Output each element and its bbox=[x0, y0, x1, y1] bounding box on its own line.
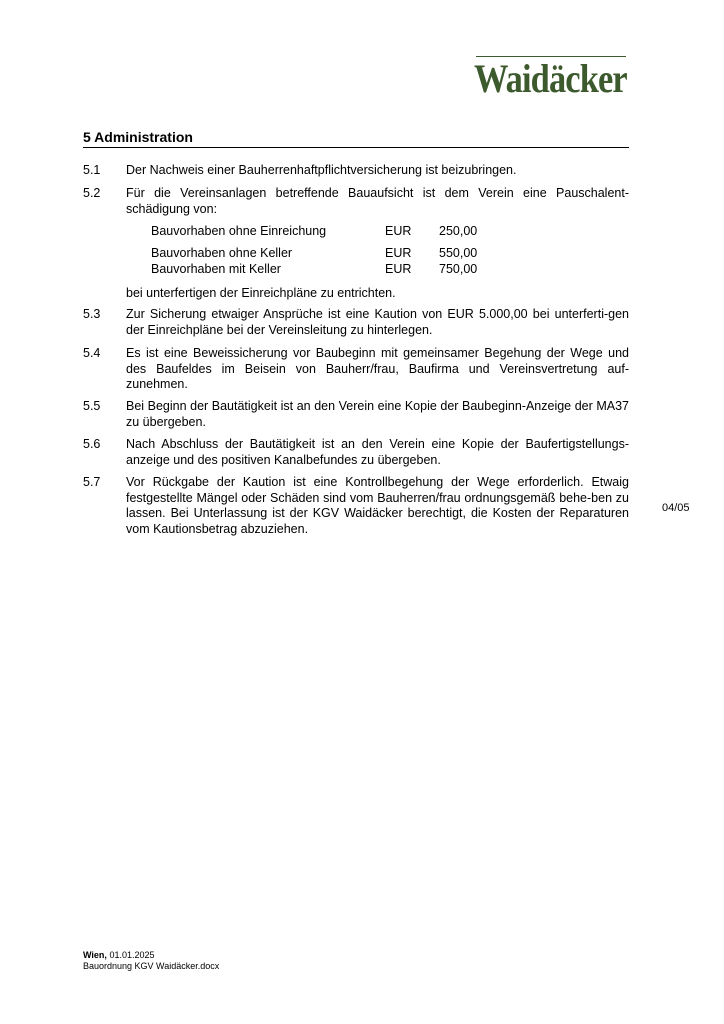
footer-place: Wien, bbox=[83, 950, 107, 960]
item-number: 5.7 bbox=[83, 475, 101, 489]
item-text: Vor Rückgabe der Kaution ist eine Kontrollbegehung der Wege erforderlich. Etwaig festgestellte Mängel oder Schäden sind vom Bauherren/frau ordnungsgemäß behe-ben zu lassen. Bei Unterlassung ist der KGV Waidäcker berechtigt, die Kosten der Reparaturen vom Kautionsbetrag abzuziehen. bbox=[126, 475, 629, 536]
item-5-7 bbox=[83, 475, 629, 537]
page-number: 04/05 bbox=[662, 502, 690, 514]
item-5-6 bbox=[83, 437, 629, 468]
fees-note: bei unterfertigen der Einreichpläne zu entrichten. bbox=[126, 286, 396, 300]
logo bbox=[474, 56, 628, 99]
footer bbox=[83, 950, 219, 972]
item-5-2 bbox=[83, 186, 629, 217]
footer-date: 01.01.2025 bbox=[109, 950, 155, 960]
footer-filename: Bauordnung KGV Waidäcker.docx bbox=[83, 961, 220, 971]
fee-label: Bauvorhaben ohne Keller bbox=[151, 246, 293, 260]
fee-currency: EUR bbox=[385, 224, 412, 238]
item-number: 5.3 bbox=[83, 307, 101, 321]
fee-amount: 250,00 bbox=[439, 224, 478, 238]
item-5-4 bbox=[83, 346, 629, 393]
fee-label: Bauvorhaben ohne Einreichung bbox=[151, 224, 327, 238]
item-5-3 bbox=[83, 307, 629, 338]
item-number: 5.2 bbox=[83, 186, 101, 200]
item-text: Nach Abschluss der Bautätigkeit ist an den Verein eine Kopie der Baufertigstellungs-anzeige und des positiven Kanalbefundes zu übergeben. bbox=[126, 437, 629, 467]
item-number: 5.1 bbox=[83, 163, 101, 177]
logo-text: Waidäcker bbox=[474, 56, 627, 101]
item-text: Der Nachweis einer Bauherrenhaftpflichtversicherung ist beizubringen. bbox=[126, 163, 517, 177]
fee-amount: 750,00 bbox=[439, 262, 478, 276]
footer-date-line bbox=[83, 950, 219, 961]
item-5-1 bbox=[83, 163, 629, 179]
item-text: Bei Beginn der Bautätigkeit ist an den Verein eine Kopie der Baubeginn-Anzeige der MA37 zu übergeben. bbox=[126, 399, 629, 429]
item-text: Zur Sicherung etwaiger Ansprüche ist eine Kaution von EUR 5.000,00 bei unterferti-gen der Einreichpläne bei der Vereinsleitung zu hinterlegen. bbox=[126, 307, 629, 337]
fee-label: Bauvorhaben mit Keller bbox=[151, 262, 281, 276]
item-number: 5.4 bbox=[83, 346, 101, 360]
fee-amount: 550,00 bbox=[439, 246, 478, 260]
item-text: Es ist eine Beweissicherung vor Baubeginn mit gemeinsamer Begehung der Wege und des Baufeldes im Beisein von Bauherr/frau, Baufirma und Vereinsvertretung auf-zunehmen. bbox=[126, 346, 629, 391]
item-number: 5.6 bbox=[83, 437, 101, 451]
item-number: 5.5 bbox=[83, 399, 101, 413]
item-text: Für die Vereinsanlagen betreffende Bauaufsicht ist dem Verein eine Pauschalent-schädigung von: bbox=[126, 186, 629, 216]
section-title: 5 Administration bbox=[83, 129, 629, 148]
item-5-5 bbox=[83, 399, 629, 430]
fee-currency: EUR bbox=[385, 246, 412, 260]
fee-currency: EUR bbox=[385, 262, 412, 276]
